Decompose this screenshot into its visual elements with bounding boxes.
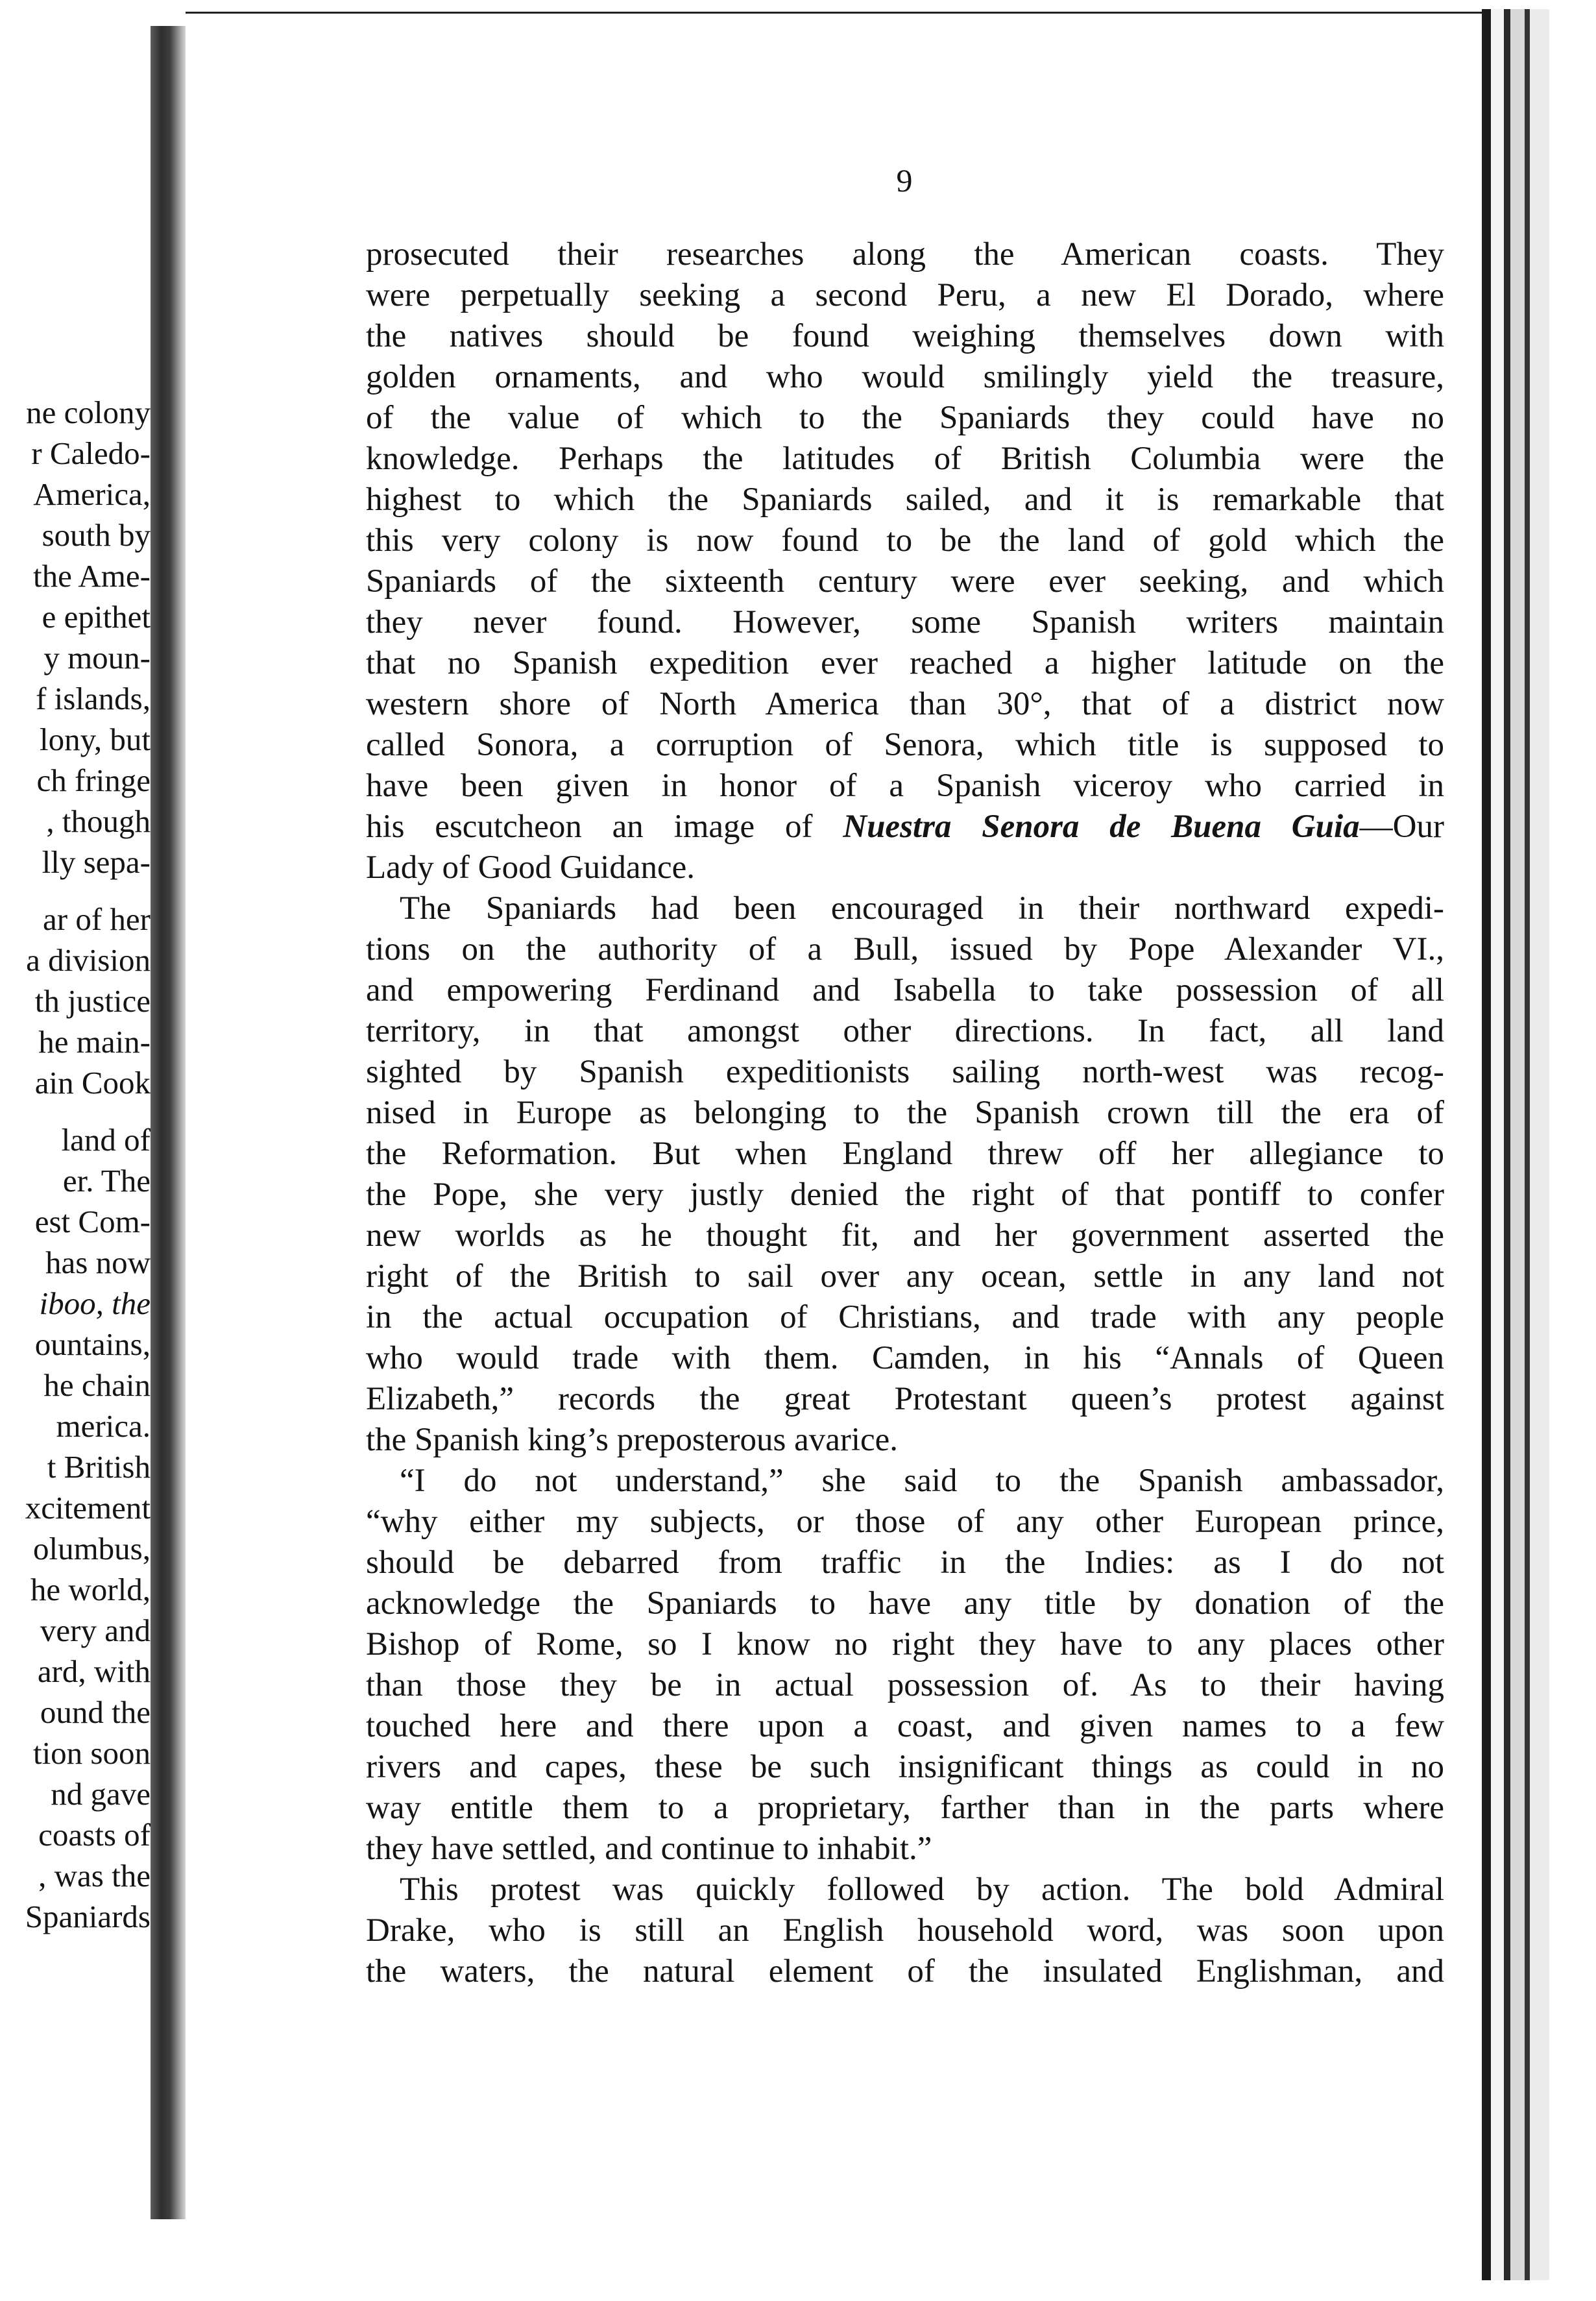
- text-line: should be debarred from traffic in the Indies: as I do not: [366, 1544, 1444, 1581]
- text-line: western shore of North America than 30°, that of a district now: [366, 686, 1444, 722]
- text-line: in the actual occupation of Christians, and trade with any people: [366, 1299, 1444, 1335]
- left-page-line: e epithet: [42, 599, 151, 635]
- page-edge: [1510, 9, 1525, 2280]
- text-line: and empowering Ferdinand and Isabella to take possession of all: [366, 972, 1444, 1008]
- text-line: nised in Europe as belonging to the Spanish crown till the era of: [366, 1095, 1444, 1131]
- left-page-line: a division: [26, 942, 151, 979]
- page-edge: [1491, 9, 1504, 2280]
- text-line: This protest was quickly followed by action. The bold Admiral: [400, 1871, 1444, 1908]
- page-edge: [1504, 9, 1510, 2280]
- gutter-top: [151, 0, 186, 26]
- text-line: Elizabeth,” records the great Protestant queen’s protest against: [366, 1381, 1444, 1417]
- text-line: prosecuted their researches along the American coasts. They: [366, 236, 1444, 273]
- book-gutter: [151, 26, 186, 2219]
- text-line: touched here and there upon a coast, and given names to a few: [366, 1708, 1444, 1744]
- left-page-line: has now: [45, 1245, 151, 1281]
- left-page-line: f islands,: [36, 681, 151, 716]
- left-page-line: t British: [47, 1449, 151, 1485]
- main-page: [186, 12, 1482, 2254]
- text-line: called Sonora, a corruption of Senora, which title is supposed to: [366, 727, 1444, 763]
- left-page-line: er. The: [62, 1163, 151, 1199]
- left-page-line: ne colony: [26, 395, 151, 430]
- text-line: acknowledge the Spaniards to have any title by donation of the: [366, 1585, 1444, 1622]
- left-page-line: ain Cook: [34, 1065, 151, 1101]
- left-page-line: lony, but: [39, 722, 151, 757]
- left-page-line: nd gave: [51, 1776, 151, 1812]
- text-line: new worlds as he thought fit, and her government asserted the: [366, 1217, 1444, 1254]
- text-line: that no Spanish expedition ever reached a higher latitude on the: [366, 645, 1444, 681]
- top-edge: [186, 0, 1548, 12]
- left-page-line: south by: [42, 517, 151, 553]
- text-line: way entitle them to a proprietary, farther than in the parts where: [366, 1790, 1444, 1826]
- text-line: Drake, who is still an English household word, was soon upon: [366, 1912, 1444, 1949]
- left-page-line: r Caledo-: [31, 435, 151, 471]
- text-line: the Spanish king’s preposterous avarice.: [366, 1422, 899, 1458]
- left-facing-page: [0, 0, 151, 2301]
- left-page-line: iboo, the: [39, 1285, 151, 1322]
- text-line: the waters, the natural element of the insulated Englishman, and: [366, 1953, 1444, 1990]
- text-line: Lady of Good Guidance.: [366, 849, 695, 886]
- left-page-line: ound the: [40, 1694, 151, 1731]
- left-page-line: , was the: [38, 1858, 151, 1894]
- left-page-line: th justice: [34, 983, 151, 1019]
- text-line: The Spaniards had been encouraged in their northward expedi-: [400, 890, 1444, 927]
- text-line: highest to which the Spaniards sailed, and it is remarkable that: [366, 481, 1444, 518]
- text-line: Bishop of Rome, so I know no right they have to any places other: [366, 1626, 1444, 1662]
- left-page-line: lly sepa-: [42, 844, 151, 880]
- text-line: they never found. However, some Spanish writers maintain: [366, 604, 1444, 640]
- text-line: the Reformation. But when England threw off her allegiance to: [366, 1136, 1444, 1172]
- text-line: [366, 807, 1444, 847]
- italic-phrase: Nuestra Senora de Buena Guia: [843, 809, 1360, 845]
- left-page-line: ar of her: [43, 901, 151, 938]
- text-line: have been given in honor of a Spanish viceroy who carried in: [366, 768, 1444, 804]
- page-edge: [1525, 9, 1530, 2280]
- left-page-line: he chain: [43, 1367, 151, 1404]
- page-margin: [1549, 9, 1596, 2280]
- page-edge: [1482, 9, 1491, 2280]
- text-line: “I do not understand,” she said to the Spanish ambassador,: [400, 1463, 1444, 1499]
- left-page-line: Spaniards: [25, 1899, 151, 1935]
- left-page-line: est Com-: [34, 1204, 151, 1240]
- text-line: who would trade with them. Camden, in his “Annals of Queen: [366, 1340, 1444, 1376]
- left-page-line: very and: [40, 1613, 151, 1649]
- text-line: this very colony is now found to be the land of gold which the: [366, 522, 1444, 559]
- text-span: his escutcheon an image of: [366, 809, 843, 845]
- text-line: “why either my subjects, or those of any other European prince,: [366, 1504, 1444, 1540]
- text-line: golden ornaments, and who would smilingly yield the treasure,: [366, 359, 1444, 395]
- page-edge: [1530, 9, 1549, 2280]
- text-line: than those they be in actual possession of. As to their having: [366, 1667, 1444, 1703]
- left-page-line: olumbus,: [32, 1531, 151, 1567]
- text-line: the Pope, she very justly denied the right of that pontiff to confer: [366, 1176, 1444, 1213]
- text-line: were perpetually seeking a second Peru, a new El Dorado, where: [366, 277, 1444, 313]
- text-span: —Our: [1359, 809, 1444, 845]
- text-line: right of the British to sail over any ocean, settle in any land not: [366, 1258, 1444, 1295]
- page-number: 9: [896, 162, 913, 199]
- text-line: territory, in that amongst other directions. In fact, all land: [366, 1013, 1444, 1049]
- left-page-line: ard, with: [37, 1653, 151, 1690]
- left-page-line: tion soon: [32, 1735, 151, 1771]
- text-line: tions on the authority of a Bull, issued by Pope Alexander VI.,: [366, 931, 1444, 968]
- left-page-line: America,: [33, 476, 151, 512]
- text-line: knowledge. Perhaps the latitudes of British Columbia were the: [366, 441, 1444, 477]
- left-page-line: ountains,: [34, 1326, 151, 1363]
- left-page-line: coasts of: [38, 1817, 151, 1853]
- text-line: the natives should be found weighing themselves down with: [366, 318, 1444, 354]
- text-line: of the value of which to the Spaniards they could have no: [366, 400, 1444, 436]
- left-page-line: he world,: [30, 1572, 151, 1608]
- left-page-line: , though: [46, 803, 151, 839]
- left-page-line: y moun-: [43, 640, 151, 676]
- left-page-line: ch fringe: [36, 762, 151, 798]
- left-page-line: he main-: [38, 1024, 151, 1060]
- left-page-line: land of: [61, 1122, 151, 1158]
- left-page-line: merica.: [56, 1408, 151, 1444]
- text-line: Spaniards of the sixteenth century were ever seeking, and which: [366, 563, 1444, 600]
- left-page-line: xcitement: [25, 1490, 151, 1526]
- text-line: sighted by Spanish expeditionists sailing north-west was recog-: [366, 1054, 1444, 1090]
- text-line: they have settled, and continue to inhabit.”: [366, 1831, 932, 1867]
- text-line: rivers and capes, these be such insignificant things as could in no: [366, 1749, 1444, 1785]
- left-page-line: the Ame-: [33, 558, 151, 594]
